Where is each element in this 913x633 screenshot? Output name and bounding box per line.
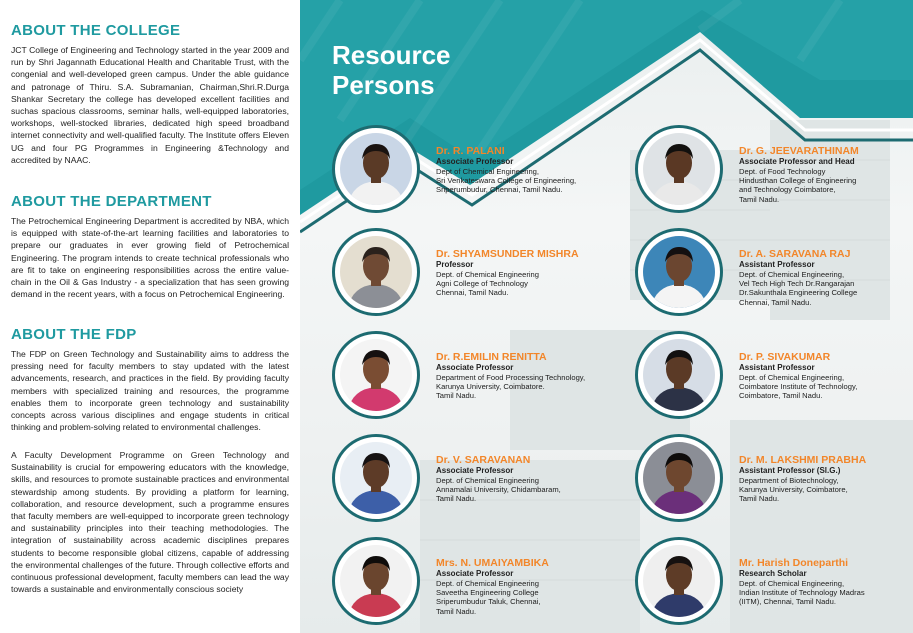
person-affiliation-line: Dept. of Chemical Engineering, xyxy=(739,373,845,382)
person-designation: Professor xyxy=(436,260,474,269)
person-name: Mrs. N. UMAIYAMBIKA xyxy=(436,557,549,569)
person-photo xyxy=(643,236,715,308)
person-info xyxy=(739,351,913,401)
person-affiliation-line: (IITM), Chennai, Tamil Nadu. xyxy=(739,597,836,607)
person-affiliation-line: Coimbatore, Tamil Nadu. xyxy=(739,391,823,401)
person-info xyxy=(436,145,626,195)
photo-ring xyxy=(635,125,723,213)
person-affiliation-line: Dept. of Chemical Engineering, xyxy=(739,270,845,279)
photo-ring xyxy=(332,228,420,316)
person-photo xyxy=(643,545,715,617)
person-info xyxy=(436,248,626,298)
about-fdp-text-1: The FDP on Green Technology and Sustainability aims to address the pressing need for faculty members to stay updated with the latest advancements, research, and practices in the field. By providing faculty members with specialized training and resources, the programme enables them to incorporate green technology and sustainability concepts across various disciplines and engage students in critical thinking and problem-solving related to environmental challenges. xyxy=(11,349,289,433)
photo-ring xyxy=(635,434,723,522)
person-affiliation-line: Dept. of Chemical Engineering, xyxy=(739,579,845,588)
person-info xyxy=(739,454,913,504)
person-name: Dr. R. PALANI xyxy=(436,145,505,157)
person-affiliation-line: Karunya University, Coimbatore, xyxy=(739,485,848,495)
person-photo xyxy=(340,442,412,514)
person-affiliation-line: Dept. of Chemical Engineering xyxy=(436,270,539,279)
person-affiliation-line: Indian Institute of Technology Madras xyxy=(739,588,865,598)
photo-ring xyxy=(332,331,420,419)
person-affiliation-line: Saveetha Engineering College xyxy=(436,588,539,598)
person-affiliation-line: Dept of Chemical Engineering, xyxy=(436,167,539,176)
person-photo xyxy=(340,133,412,205)
photo-ring xyxy=(635,331,723,419)
photo-ring xyxy=(635,228,723,316)
about-department-text: The Petrochemical Engineering Department is accredited by NBA, which is equipped with state-of-the-art learning facilities and laboratories to prepare our graduates in ever growing field of Petrochemical Engineering. The program intends to create technical professionals who are fit to take on engineering responsibilities across the entire value-chain in the Oil & Gas Industry - a specialization that has seen growing demand in the recent years, with a focus on Petrochemical Engineering. xyxy=(11,216,289,300)
photo-ring xyxy=(635,537,723,625)
photo-ring xyxy=(332,434,420,522)
person-affiliation-line: Tamil Nadu. xyxy=(436,606,477,616)
person-photo xyxy=(643,339,715,411)
person-designation: Associate Professor xyxy=(436,157,514,166)
person-affiliation-line: Department of Biotechnology, xyxy=(739,476,839,485)
person-name: Dr. V. SARAVANAN xyxy=(436,454,531,466)
about-department-heading: ABOUT THE DEPARTMENT xyxy=(11,193,212,210)
person-affiliation-line: Department of Food Processing Technology, xyxy=(436,373,586,382)
person-designation: Associate Professor xyxy=(436,466,514,475)
person-affiliation-line: Coimbatore Institute of Technology, xyxy=(739,382,858,392)
person-designation: Assistant Professor xyxy=(739,363,815,372)
person-name: Dr. G. JEEVARATHINAM xyxy=(739,145,859,157)
person-affiliation-line: Chennai, Tamil Nadu. xyxy=(436,288,509,298)
person-designation: Associate Professor and Head xyxy=(739,157,855,166)
about-fdp-text-2: A Faculty Development Programme on Green Technology and Sustainability is crucial for empowering educators with the knowledge, skills, and resources to promote sustainable practices and environmental stewardship among students. By providing a platform for learning, collaboration, and resource development, such a programme ensures that faculty members are well-equipped to incorporate green technology and sustainability principles into their teaching methodologies. The integration of sustainability across academic disciplines prepares students to become responsible global citizens, capable of addressing the environmental challenges of the future. Through collective efforts and continuous professional development, faculty members can lead the way towards a sustainable and environmentally conscious society xyxy=(11,450,289,595)
person-affiliation-line: Dept. of Chemical Engineering xyxy=(436,579,539,588)
person-affiliation-line: Hindusthan College of Engineering xyxy=(739,176,857,186)
person-name: Mr. Harish Doneparthi xyxy=(739,557,849,569)
resource-persons-title xyxy=(332,40,451,100)
person-affiliation-line: Dr.Sakunthala Engineering College xyxy=(739,288,858,298)
about-fdp-heading: ABOUT THE FDP xyxy=(11,326,137,343)
title-line-1: Resource xyxy=(332,40,451,70)
person-photo xyxy=(643,133,715,205)
photo-ring xyxy=(332,537,420,625)
person-designation: Assistant Professor xyxy=(739,260,815,269)
left-panel xyxy=(0,0,300,633)
person-designation: Assistant Professor (Sl.G.) xyxy=(739,466,841,475)
person-photo xyxy=(340,339,412,411)
resource-persons-panel xyxy=(300,0,913,633)
person-designation: Associate Professor xyxy=(436,363,514,372)
person-affiliation-line: Karunya University, Coimbatore. xyxy=(436,382,545,392)
person-info xyxy=(739,557,913,607)
person-designation: Research Scholar xyxy=(739,569,807,578)
photo-ring xyxy=(332,125,420,213)
person-info xyxy=(436,454,626,504)
person-info xyxy=(739,145,913,204)
person-name: Dr. P. SIVAKUMAR xyxy=(739,351,831,363)
title-line-2: Persons xyxy=(332,70,435,100)
person-affiliation-line: Tamil Nadu. xyxy=(436,494,477,504)
person-affiliation-line: and Technology Coimbatore, xyxy=(739,185,836,195)
person-name: Dr. A. SARAVANA RAJ xyxy=(739,248,851,260)
person-photo xyxy=(340,545,412,617)
person-affiliation-line: Sriperumbudur, Chennai, Tamil Nadu. xyxy=(436,185,563,195)
person-affiliation-line: Annamalai University, Chidambaram, xyxy=(436,485,561,495)
person-designation: Associate Professor xyxy=(436,569,514,578)
person-affiliation-line: Tamil Nadu. xyxy=(739,494,780,504)
about-college-text: JCT College of Engineering and Technology started in the year 2009 and run by Shri Jagannath Educational Health and Charitable Trust, with the congenial and well-developed green campus. Under the able guidance and patronage of Thiru. S.A. Subramanian, Chairman,Shri.R.Durga Shankar Secretary the college has developed excellent facilities and suchas spacious classrooms, seminar halls, well-equipped laboratories, workshops, well-stocked libraries, dedicated high speed broadband internet connectivity and well-qualified faculty. The Institute offers Eleven UG and four PG Programmes in Engineering &Technology and accredited by NAAC. xyxy=(11,45,289,165)
person-photo xyxy=(340,236,412,308)
person-info xyxy=(436,351,626,401)
person-affiliation-line: Dept. of Food Technology xyxy=(739,167,826,176)
person-affiliation-line: Sri Venkateswara College of Engineering, xyxy=(436,176,577,186)
person-affiliation-line: Sriperumbudur Taluk, Chennai, xyxy=(436,597,541,607)
person-name: Dr. R.EMILIN RENITTA xyxy=(436,351,547,363)
person-name: Dr. M. LAKSHMI PRABHA xyxy=(739,454,867,466)
person-info xyxy=(436,557,626,616)
person-info xyxy=(739,248,913,307)
person-affiliation-line: Vel Tech High Tech Dr.Rangarajan xyxy=(739,279,855,289)
person-affiliation-line: Tamil Nadu. xyxy=(739,194,780,204)
person-photo xyxy=(643,442,715,514)
about-college-heading: ABOUT THE COLLEGE xyxy=(11,22,181,39)
person-affiliation-line: Chennai, Tamil Nadu. xyxy=(739,297,812,307)
person-affiliation-line: Agni College of Technology xyxy=(436,279,528,289)
person-affiliation-line: Dept. of Chemical Engineering xyxy=(436,476,539,485)
person-affiliation-line: Tamil Nadu. xyxy=(436,391,477,401)
person-name: Dr. SHYAMSUNDER MISHRA xyxy=(436,248,579,260)
